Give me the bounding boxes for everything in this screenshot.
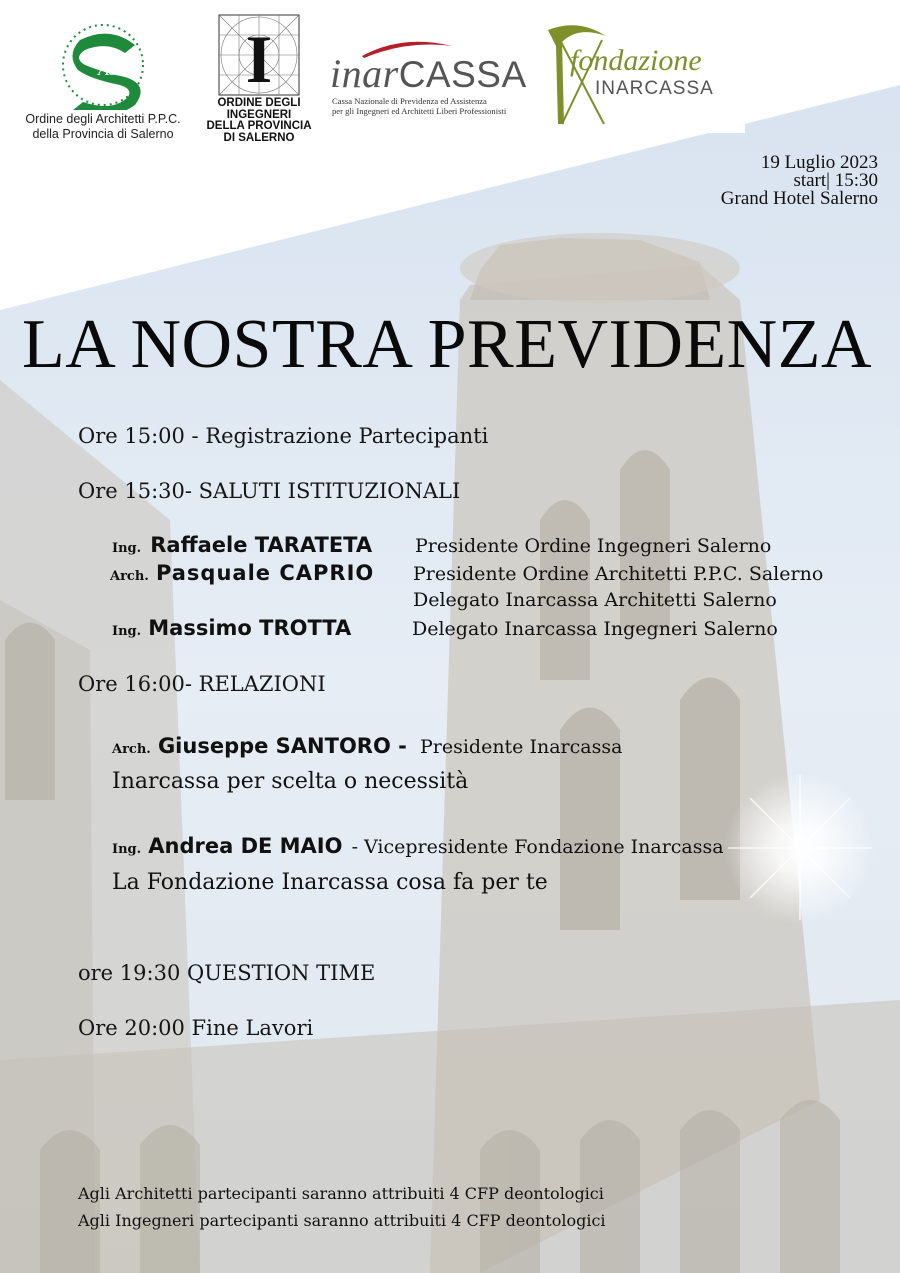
talk-topic: La Fondazione Inarcassa cosa fa per te [112, 870, 548, 895]
fondazione-sub: INARCASSA [595, 78, 714, 99]
ingegneri-line1: ORDINE DEGLI [217, 97, 301, 109]
speaker-prefix: Ing. [112, 624, 142, 639]
ingegneri-line2: INGEGNERI [226, 108, 292, 121]
talk-row [112, 734, 622, 758]
ingegneri-logo-text [200, 98, 318, 144]
event-venue: Grand Hotel Salerno [720, 188, 878, 209]
architetti-logo-text [20, 112, 186, 142]
inarcassa-name-in: in [330, 51, 363, 96]
inarcassa-name-ar: ar [362, 51, 399, 96]
fondazione-logo [540, 18, 745, 133]
speaker-role: Delegato Inarcassa Ingegneri Salerno [412, 618, 778, 640]
architetti-logo-icon [40, 20, 170, 110]
fondazione-name: fondazione [570, 44, 702, 77]
speaker-role: Delegato Inarcassa Architetti Salerno [413, 589, 777, 611]
architetti-logo-mark: AS [98, 59, 118, 79]
program-greetings: Ore 15:30- SALUTI ISTITUZIONALI [78, 479, 461, 503]
speaker-name: Massimo TROTTA [148, 616, 352, 640]
speaker-prefix: Arch. [110, 569, 149, 584]
talk-prefix: Ing. [112, 842, 142, 857]
inarcassa-logo [330, 40, 540, 120]
speaker-role: Presidente Ordine Architetti P.P.C. Salerno [413, 563, 824, 585]
program-registration: Ore 15:00 - Registrazione Partecipanti [78, 424, 489, 448]
architetti-line2: della Provincia di Salerno [32, 127, 174, 141]
footer-credit-architects: Agli Architetti partecipanti saranno attribuiti 4 CFP deontologici [78, 1184, 604, 1203]
talk-topic: Inarcassa per scelta o necessità [112, 769, 469, 794]
speaker-row [110, 561, 374, 585]
ingegneri-line3: DELLA PROVINCIA [206, 120, 312, 132]
ingegneri-line4: DI SALERNO [223, 131, 295, 144]
talk-speaker: Andrea DE MAIO [148, 834, 343, 858]
talk-speaker: Giuseppe SANTORO - [157, 734, 407, 758]
program-question-time: ore 19:30 QUESTION TIME [78, 961, 376, 985]
page-title: LA NOSTRA PREVIDENZA [22, 306, 873, 383]
speaker-prefix: Ing. [112, 541, 142, 556]
talk-prefix: Arch. [112, 742, 151, 757]
event-start: start| 15:30 [793, 170, 878, 191]
speaker-row [112, 616, 351, 640]
speaker-name: Raffaele TARATETA [150, 533, 373, 557]
inarcassa-sub1: Cassa Nazionale di Previdenza ed Assistenza [332, 96, 487, 106]
ingegneri-logo-mark: I [245, 21, 273, 96]
talk-role: - Vicepresidente Fondazione Inarcassa [351, 836, 724, 858]
event-date: 19 Luglio 2023 [760, 152, 878, 173]
footer-credit-engineers: Agli Ingegneri partecipanti saranno attribuiti 4 CFP deontologici [78, 1211, 606, 1230]
speaker-role: Presidente Ordine Ingegneri Salerno [415, 535, 772, 557]
speaker-row [112, 533, 372, 557]
program-relations: Ore 16:00- RELAZIONI [78, 672, 326, 696]
architetti-line1: Ordine degli Architetti P.P.C. [25, 112, 181, 126]
talk-row [112, 834, 724, 858]
ingegneri-logo-icon [218, 14, 300, 96]
speaker-name: Pasquale CAPRIO [155, 561, 375, 585]
program-end: Ore 20:00 Fine Lavori [78, 1016, 314, 1040]
talk-role: Presidente Inarcassa [419, 736, 623, 758]
inarcassa-name-cassa: CASSA [398, 54, 527, 95]
inarcassa-sub2: per gli Ingegneri ed Architetti Liberi Professionisti [332, 106, 507, 116]
event-info [721, 154, 878, 208]
